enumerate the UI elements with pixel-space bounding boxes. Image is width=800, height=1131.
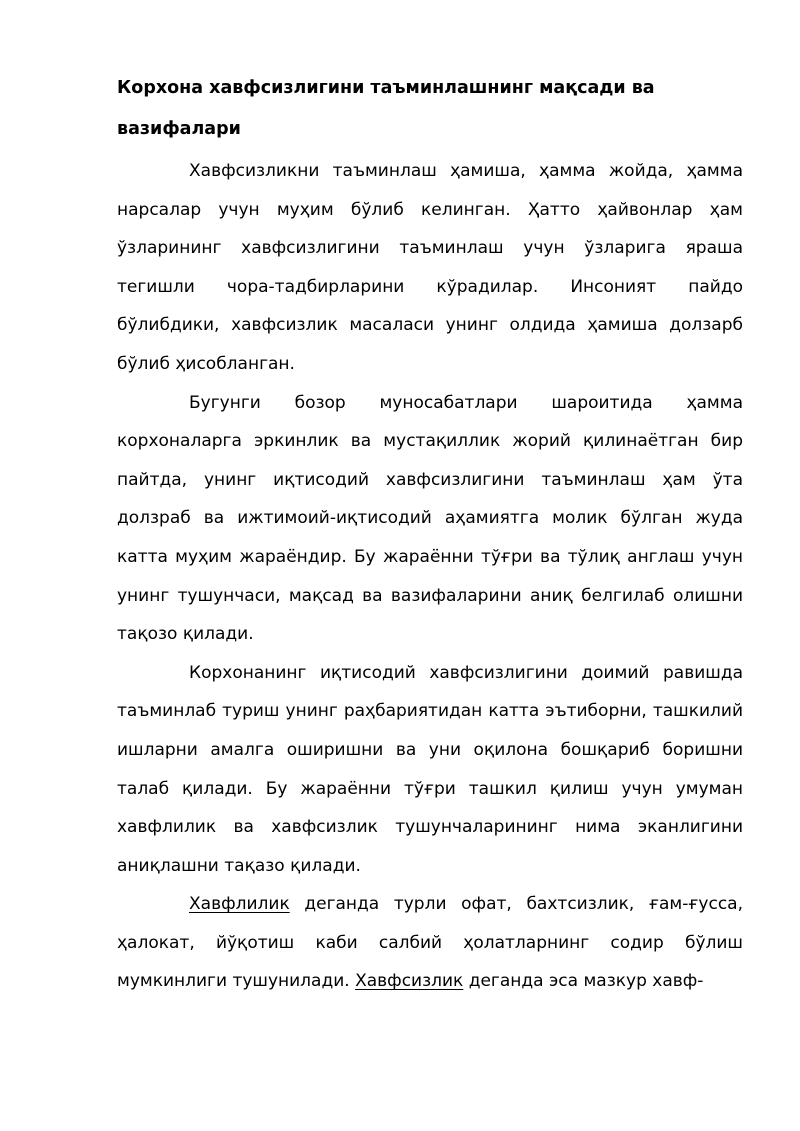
document-title: Корхона хавфсизлигини таъминлашнинг мақсади ва вазифалари [117, 78, 655, 139]
paragraph-4 [117, 885, 743, 1001]
paragraph-4-text-2: деганда эса мазкур хавф- [463, 971, 704, 992]
paragraph-1: Хавфсизликни таъминлаш ҳамиша, ҳамма жойда, ҳамма нарсалар учун муҳим бўлиб келинган. Ҳатто ҳайвонлар ҳам ўзларининг хавфсизлигини таъминлаш учун ўзларига яраша тегишли чора-тадбирларини кўрадилар. Инсоният пайдо бўлибдики, хавфсизлик масаласи унинг олдида ҳамиша долзарб бўлиб ҳисобланган. [117, 161, 743, 374]
document-body [117, 68, 743, 1001]
paragraph-4-text-1: деганда турли офат, бахтсизлик, ғам-ғусса, ҳалокат, йўқотиш каби салбий ҳолатларнинг содир бўлиш мумкинлиги тушунилади. [117, 894, 743, 992]
paragraph-2: Бугунги бозор муносабатлари шароитида ҳамма корхоналарга эркинлик ва мустақиллик жорий қилинаётган бир пайтда, унинг иқтисодий хавфсизлигини таъминлаш ҳам ўта долзраб ва ижтимоий-иқтисодий аҳамиятга молик бўлган жуда катта муҳим жараёндир. Бу жараённи тўғри ва тўлиқ англаш учун унинг тушунчаси, мақсад ва вазифаларини аниқ белгилаб олишни тақозо қилади. [117, 392, 743, 645]
term-khavflilik: Хавфлилик [189, 894, 290, 915]
paragraph-3: Корхонанинг иқтисодий хавфсизлигини доимий равишда таъминлаб туриш унинг раҳбариятидан катта эътиборни, ташкилий ишларни амалга оширишни ва уни оқилона бошқариб боришни талаб қилади. Бу жараённи тўғри ташкил қилиш учун умуман хавфлилик ва хавфсизлик тушунчаларининг нима эканлигини аниқлашни тақазо қилади. [117, 662, 743, 876]
term-khavfsizlik: Хавфсизлик [355, 971, 464, 992]
